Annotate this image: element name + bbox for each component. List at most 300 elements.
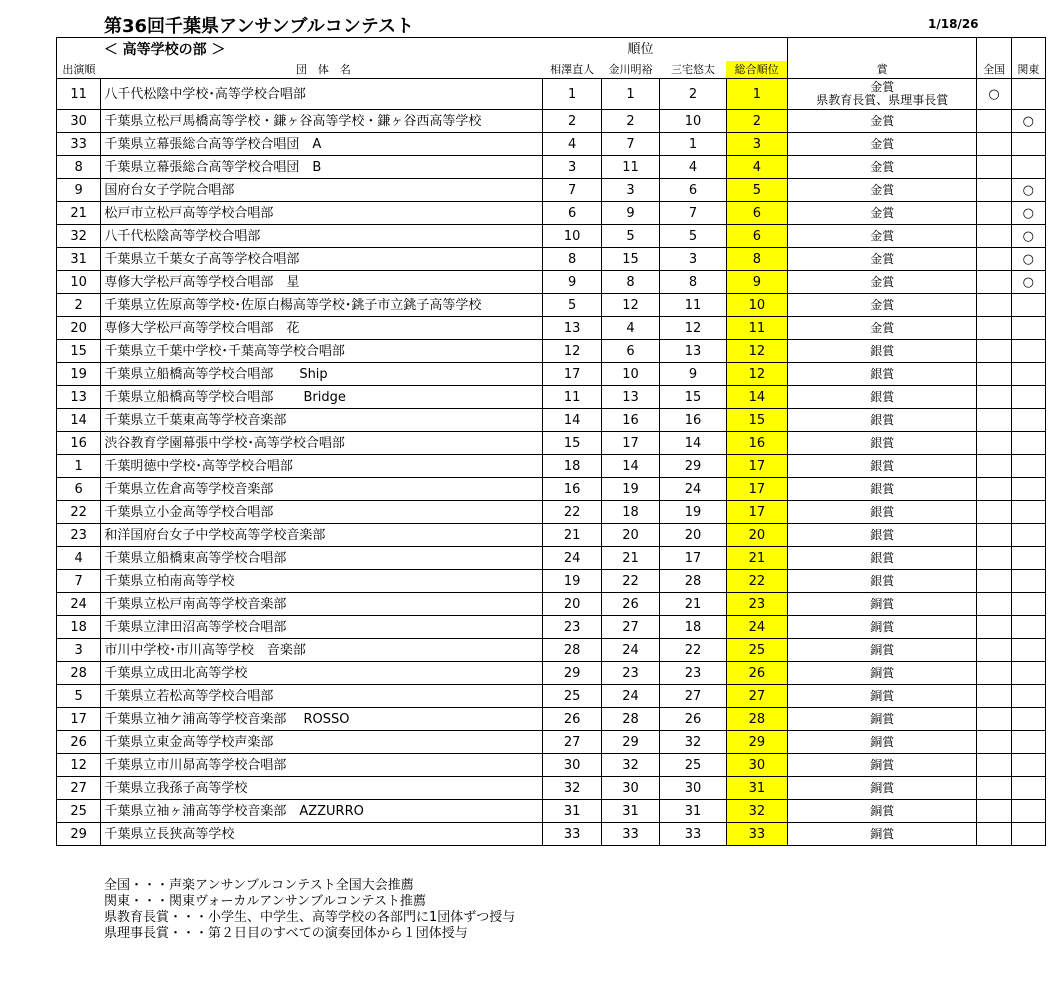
- rank-group-header: 順位: [601, 38, 659, 62]
- judge1-rank-cell: 25: [543, 685, 601, 708]
- order-cell: 26: [57, 731, 101, 754]
- table-row: [57, 202, 1046, 225]
- kanto-cell: [1011, 79, 1045, 110]
- table-row: [57, 271, 1046, 294]
- total-rank-cell: 9: [726, 271, 787, 294]
- order-cell: 22: [57, 501, 101, 524]
- judge1-rank-cell: 23: [543, 616, 601, 639]
- order-cell: 6: [57, 478, 101, 501]
- order-cell: 30: [57, 110, 101, 133]
- table-row: [57, 708, 1046, 731]
- kanto-cell: [1011, 294, 1045, 317]
- national-cell: [977, 685, 1011, 708]
- judge3-rank-cell: 5: [660, 225, 726, 248]
- national-cell: [977, 708, 1011, 731]
- total-rank-cell: 30: [726, 754, 787, 777]
- group-name-cell: 八千代松陰中学校･高等学校合唱部: [101, 79, 543, 110]
- order-cell: 15: [57, 340, 101, 363]
- judge1-rank-cell: 11: [543, 386, 601, 409]
- judge3-rank-cell: 2: [660, 79, 726, 110]
- prize-cell: 銅賞: [788, 754, 977, 777]
- total-rank-cell: 5: [726, 179, 787, 202]
- order-cell: 2: [57, 294, 101, 317]
- judge2-rank-cell: 31: [601, 800, 659, 823]
- judge3-rank-cell: 4: [660, 156, 726, 179]
- order-cell: 11: [57, 79, 101, 110]
- table-row: [57, 616, 1046, 639]
- kanto-cell: [1011, 524, 1045, 547]
- judge1-rank-cell: 4: [543, 133, 601, 156]
- total-header: 総合順位: [726, 61, 787, 79]
- prize-cell: 銅賞: [788, 731, 977, 754]
- judge2-rank-cell: 27: [601, 616, 659, 639]
- judge3-rank-cell: 32: [660, 731, 726, 754]
- judge1-rank-cell: 8: [543, 248, 601, 271]
- table-row: [57, 754, 1046, 777]
- judge2-rank-cell: 5: [601, 225, 659, 248]
- national-cell: [977, 432, 1011, 455]
- judge1-rank-cell: 33: [543, 823, 601, 846]
- judge1-rank-cell: 14: [543, 409, 601, 432]
- kanto-cell: [1011, 156, 1045, 179]
- judge3-rank-cell: 28: [660, 570, 726, 593]
- table-row: [57, 731, 1046, 754]
- order-cell: 25: [57, 800, 101, 823]
- national-cell: [977, 731, 1011, 754]
- judge1-rank-cell: 1: [543, 79, 601, 110]
- kanto-cell: ○: [1011, 248, 1045, 271]
- table-row: [57, 340, 1046, 363]
- table-row: [57, 317, 1046, 340]
- judge3-rank-cell: 23: [660, 662, 726, 685]
- order-cell: 33: [57, 133, 101, 156]
- judge3-rank-cell: 17: [660, 547, 726, 570]
- prize-cell: 金賞: [788, 225, 977, 248]
- national-cell: [977, 179, 1011, 202]
- kanto-cell: ○: [1011, 179, 1045, 202]
- order-cell: 29: [57, 823, 101, 846]
- national-cell: [977, 570, 1011, 593]
- table-row: [57, 800, 1046, 823]
- order-cell: 20: [57, 317, 101, 340]
- judge2-rank-cell: 24: [601, 639, 659, 662]
- kanto-cell: [1011, 363, 1045, 386]
- order-cell: 28: [57, 662, 101, 685]
- kanto-cell: [1011, 501, 1045, 524]
- judge1-rank-cell: 26: [543, 708, 601, 731]
- table-row: [57, 501, 1046, 524]
- judge2-rank-cell: 4: [601, 317, 659, 340]
- total-rank-cell: 17: [726, 501, 787, 524]
- kanto-cell: ○: [1011, 202, 1045, 225]
- kanto-cell: [1011, 593, 1045, 616]
- kanto-cell: [1011, 455, 1045, 478]
- total-rank-cell: 6: [726, 225, 787, 248]
- total-rank-cell: 24: [726, 616, 787, 639]
- order-cell: 21: [57, 202, 101, 225]
- group-name-cell: 千葉県立佐原高等学校･佐原白楊高等学校･銚子市立銚子高等学校: [101, 294, 543, 317]
- judge2-rank-cell: 7: [601, 133, 659, 156]
- total-rank-cell: 25: [726, 639, 787, 662]
- table-row: [57, 823, 1046, 846]
- kanto-cell: [1011, 777, 1045, 800]
- table-row: [57, 179, 1046, 202]
- prize-cell: 金賞: [788, 110, 977, 133]
- kanto-cell: [1011, 570, 1045, 593]
- kanto-header: 関東: [1011, 61, 1045, 79]
- prize-cell: 銀賞: [788, 340, 977, 363]
- judge3-rank-cell: 30: [660, 777, 726, 800]
- kanto-cell: [1011, 386, 1045, 409]
- total-rank-cell: 32: [726, 800, 787, 823]
- table-row: [57, 593, 1046, 616]
- order-cell: 5: [57, 685, 101, 708]
- table-row: [57, 110, 1046, 133]
- order-cell: 10: [57, 271, 101, 294]
- prize-cell: 銀賞: [788, 386, 977, 409]
- total-rank-cell: 4: [726, 156, 787, 179]
- national-cell: [977, 156, 1011, 179]
- order-cell: 12: [57, 754, 101, 777]
- header-row-1: [57, 38, 1046, 62]
- prize-cell: 銅賞: [788, 593, 977, 616]
- judge2-rank-cell: 22: [601, 570, 659, 593]
- judge1-rank-cell: 28: [543, 639, 601, 662]
- judge1-rank-cell: 22: [543, 501, 601, 524]
- national-cell: [977, 616, 1011, 639]
- prize-cell: 銀賞: [788, 409, 977, 432]
- judge3-rank-cell: 12: [660, 317, 726, 340]
- national-cell: [977, 340, 1011, 363]
- judge3-rank-cell: 11: [660, 294, 726, 317]
- judge2-rank-cell: 26: [601, 593, 659, 616]
- table-row: [57, 248, 1046, 271]
- kanto-cell: ○: [1011, 225, 1045, 248]
- national-cell: [977, 455, 1011, 478]
- date-label: 1/18/26: [928, 17, 979, 31]
- kanto-cell: ○: [1011, 110, 1045, 133]
- group-name-cell: 千葉県立長狭高等学校: [101, 823, 543, 846]
- judge2-rank-cell: 9: [601, 202, 659, 225]
- total-rank-cell: 3: [726, 133, 787, 156]
- judge2-header: 金川明裕: [601, 61, 659, 79]
- order-cell: 17: [57, 708, 101, 731]
- national-cell: [977, 593, 1011, 616]
- kanto-cell: [1011, 133, 1045, 156]
- judge1-rank-cell: 24: [543, 547, 601, 570]
- kanto-cell: [1011, 616, 1045, 639]
- total-rank-cell: 12: [726, 340, 787, 363]
- total-rank-cell: 31: [726, 777, 787, 800]
- total-rank-cell: 12: [726, 363, 787, 386]
- total-rank-cell: 17: [726, 478, 787, 501]
- table-row: [57, 156, 1046, 179]
- national-cell: [977, 777, 1011, 800]
- prize-cell: 金賞: [788, 156, 977, 179]
- total-rank-cell: 15: [726, 409, 787, 432]
- national-cell: [977, 662, 1011, 685]
- table-row: [57, 432, 1046, 455]
- judge1-rank-cell: 30: [543, 754, 601, 777]
- total-rank-cell: 26: [726, 662, 787, 685]
- group-name-cell: 国府台女子学院合唱部: [101, 179, 543, 202]
- group-name-cell: 千葉県立松戸南高等学校音楽部: [101, 593, 543, 616]
- judge2-rank-cell: 19: [601, 478, 659, 501]
- group-name-cell: 千葉県立我孫子高等学校: [101, 777, 543, 800]
- judge2-rank-cell: 33: [601, 823, 659, 846]
- table-row: [57, 685, 1046, 708]
- total-rank-cell: 11: [726, 317, 787, 340]
- group-name-cell: 千葉県立千葉中学校･千葉高等学校合唱部: [101, 340, 543, 363]
- prize-cell: 銀賞: [788, 363, 977, 386]
- judge3-rank-cell: 33: [660, 823, 726, 846]
- prize-cell: 銅賞: [788, 800, 977, 823]
- table-row: [57, 662, 1046, 685]
- group-name-cell: 千葉県立佐倉高等学校音楽部: [101, 478, 543, 501]
- judge2-rank-cell: 29: [601, 731, 659, 754]
- order-cell: 24: [57, 593, 101, 616]
- total-rank-cell: 28: [726, 708, 787, 731]
- group-name-cell: 千葉県立成田北高等学校: [101, 662, 543, 685]
- national-cell: [977, 317, 1011, 340]
- total-rank-cell: 1: [726, 79, 787, 110]
- judge2-rank-cell: 17: [601, 432, 659, 455]
- order-cell: 27: [57, 777, 101, 800]
- prize-cell: 銀賞: [788, 501, 977, 524]
- prize-cell: 金賞: [788, 202, 977, 225]
- order-header: 出演順: [57, 61, 101, 79]
- prize-cell: 金賞: [788, 248, 977, 271]
- total-rank-cell: 20: [726, 524, 787, 547]
- total-rank-cell: 6: [726, 202, 787, 225]
- prize-cell: 銀賞: [788, 547, 977, 570]
- prize-cell: 銅賞: [788, 823, 977, 846]
- judge2-rank-cell: 20: [601, 524, 659, 547]
- order-cell: 13: [57, 386, 101, 409]
- judge3-rank-cell: 22: [660, 639, 726, 662]
- kanto-cell: [1011, 754, 1045, 777]
- group-name-cell: 専修大学松戸高等学校合唱部 花: [101, 317, 543, 340]
- group-name-cell: 千葉県立船橋高等学校合唱部 Bridge: [101, 386, 543, 409]
- table-row: [57, 363, 1046, 386]
- order-cell: 4: [57, 547, 101, 570]
- judge2-rank-cell: 12: [601, 294, 659, 317]
- group-name-cell: 松戸市立松戸高等学校合唱部: [101, 202, 543, 225]
- judge3-rank-cell: 16: [660, 409, 726, 432]
- national-cell: [977, 524, 1011, 547]
- judge2-rank-cell: 8: [601, 271, 659, 294]
- judge2-rank-cell: 24: [601, 685, 659, 708]
- table-row: [57, 547, 1046, 570]
- national-cell: [977, 501, 1011, 524]
- judge3-rank-cell: 10: [660, 110, 726, 133]
- total-rank-cell: 16: [726, 432, 787, 455]
- judge1-rank-cell: 29: [543, 662, 601, 685]
- national-cell: [977, 800, 1011, 823]
- prize-cell: 銀賞: [788, 570, 977, 593]
- judge3-rank-cell: 1: [660, 133, 726, 156]
- prize-label: 金賞: [870, 80, 895, 94]
- group-name-cell: 専修大学松戸高等学校合唱部 星: [101, 271, 543, 294]
- judge2-rank-cell: 18: [601, 501, 659, 524]
- table-row: [57, 777, 1046, 800]
- table-row: [57, 225, 1046, 248]
- total-rank-cell: 27: [726, 685, 787, 708]
- judge3-rank-cell: 6: [660, 179, 726, 202]
- judge1-rank-cell: 17: [543, 363, 601, 386]
- judge3-rank-cell: 21: [660, 593, 726, 616]
- judge3-rank-cell: 14: [660, 432, 726, 455]
- order-cell: 19: [57, 363, 101, 386]
- prize-cell: 金賞: [788, 317, 977, 340]
- national-cell: [977, 202, 1011, 225]
- prize-cell: 銅賞: [788, 685, 977, 708]
- group-name-cell: 千葉県立東金高等学校声楽部: [101, 731, 543, 754]
- footnote: 県教育長賞・・・小学生、中学生、高等学校の各部門に1団体ずつ授与: [104, 910, 516, 925]
- judge3-rank-cell: 25: [660, 754, 726, 777]
- judge1-rank-cell: 12: [543, 340, 601, 363]
- judge2-rank-cell: 32: [601, 754, 659, 777]
- judge1-rank-cell: 16: [543, 478, 601, 501]
- group-name-cell: 渋谷教育学園幕張中学校･高等学校合唱部: [101, 432, 543, 455]
- kanto-cell: [1011, 478, 1045, 501]
- judge2-rank-cell: 16: [601, 409, 659, 432]
- special-prize-label: 県教育長賞、県理事長賞: [816, 93, 949, 107]
- national-cell: [977, 823, 1011, 846]
- order-cell: 18: [57, 616, 101, 639]
- group-name-cell: 千葉明徳中学校･高等学校合唱部: [101, 455, 543, 478]
- judge1-rank-cell: 21: [543, 524, 601, 547]
- judge2-rank-cell: 2: [601, 110, 659, 133]
- judge2-rank-cell: 13: [601, 386, 659, 409]
- total-rank-cell: 33: [726, 823, 787, 846]
- judge3-header: 三宅悠太: [660, 61, 726, 79]
- judge1-rank-cell: 31: [543, 800, 601, 823]
- judge3-rank-cell: 13: [660, 340, 726, 363]
- judge2-rank-cell: 15: [601, 248, 659, 271]
- total-rank-cell: 29: [726, 731, 787, 754]
- judge2-rank-cell: 28: [601, 708, 659, 731]
- national-cell: [977, 110, 1011, 133]
- total-rank-cell: 22: [726, 570, 787, 593]
- national-cell: [977, 639, 1011, 662]
- judge2-rank-cell: 23: [601, 662, 659, 685]
- group-name-cell: 千葉県立津田沼高等学校合唱部: [101, 616, 543, 639]
- national-cell: ○: [977, 79, 1011, 110]
- table-row: [57, 409, 1046, 432]
- judge2-rank-cell: 21: [601, 547, 659, 570]
- group-name-cell: 和洋国府台女子中学校高等学校音楽部: [101, 524, 543, 547]
- results-table: [56, 37, 1046, 846]
- order-cell: 23: [57, 524, 101, 547]
- national-cell: [977, 754, 1011, 777]
- national-header: 全国: [977, 61, 1011, 79]
- national-cell: [977, 409, 1011, 432]
- judge1-rank-cell: 5: [543, 294, 601, 317]
- total-rank-cell: 8: [726, 248, 787, 271]
- division-label: ＜ 高等学校の部 ＞: [101, 38, 543, 62]
- group-name-cell: 千葉県立若松高等学校合唱部: [101, 685, 543, 708]
- order-cell: 14: [57, 409, 101, 432]
- total-rank-cell: 10: [726, 294, 787, 317]
- order-cell: 1: [57, 455, 101, 478]
- judge2-rank-cell: 14: [601, 455, 659, 478]
- group-name-cell: 千葉県立松戸馬橋高等学校・鎌ヶ谷高等学校・鎌ヶ谷西高等学校: [101, 110, 543, 133]
- order-cell: 32: [57, 225, 101, 248]
- total-rank-cell: 2: [726, 110, 787, 133]
- table-row: [57, 294, 1046, 317]
- group-name-cell: 千葉県立小金高等学校合唱部: [101, 501, 543, 524]
- national-cell: [977, 225, 1011, 248]
- judge3-rank-cell: 20: [660, 524, 726, 547]
- judge1-rank-cell: 7: [543, 179, 601, 202]
- judge3-rank-cell: 15: [660, 386, 726, 409]
- judge3-rank-cell: 31: [660, 800, 726, 823]
- group-name-cell: 千葉県立船橋東高等学校合唱部: [101, 547, 543, 570]
- judge2-rank-cell: 30: [601, 777, 659, 800]
- footnote: 県理事長賞・・・第２日目のすべての演奏団体から１団体授与: [104, 926, 468, 941]
- group-name-cell: 千葉県立船橋高等学校合唱部 Ship: [101, 363, 543, 386]
- judge1-rank-cell: 32: [543, 777, 601, 800]
- group-name-cell: 千葉県立幕張総合高等学校合唱団 B: [101, 156, 543, 179]
- judge1-rank-cell: 13: [543, 317, 601, 340]
- national-cell: [977, 248, 1011, 271]
- judge1-rank-cell: 2: [543, 110, 601, 133]
- prize-cell: 銅賞: [788, 639, 977, 662]
- total-rank-cell: 14: [726, 386, 787, 409]
- order-cell: 8: [57, 156, 101, 179]
- judge3-rank-cell: 19: [660, 501, 726, 524]
- national-cell: [977, 547, 1011, 570]
- prize-cell: 金賞: [788, 294, 977, 317]
- judge1-header: 相澤直人: [543, 61, 601, 79]
- prize-cell: 銀賞: [788, 455, 977, 478]
- kanto-cell: [1011, 317, 1045, 340]
- footnotes: [104, 878, 515, 942]
- table-row: [57, 386, 1046, 409]
- footnote: 関東・・・関東ヴォーカルアンサンブルコンテスト推薦: [104, 894, 427, 909]
- table-row: [57, 478, 1046, 501]
- judge2-rank-cell: 10: [601, 363, 659, 386]
- kanto-cell: [1011, 823, 1045, 846]
- table-row: [57, 639, 1046, 662]
- judge2-rank-cell: 11: [601, 156, 659, 179]
- judge2-rank-cell: 1: [601, 79, 659, 110]
- order-cell: 16: [57, 432, 101, 455]
- national-cell: [977, 133, 1011, 156]
- prize-cell: 銀賞: [788, 432, 977, 455]
- judge3-rank-cell: 26: [660, 708, 726, 731]
- judge3-rank-cell: 29: [660, 455, 726, 478]
- page-title: 第36回千葉県アンサンブルコンテスト: [104, 16, 414, 37]
- judge1-rank-cell: 20: [543, 593, 601, 616]
- group-name-cell: 千葉県立袖ケ浦高等学校音楽部 ROSSO: [101, 708, 543, 731]
- prize-cell: 銅賞: [788, 662, 977, 685]
- order-cell: 31: [57, 248, 101, 271]
- kanto-cell: [1011, 432, 1045, 455]
- kanto-cell: [1011, 731, 1045, 754]
- judge1-rank-cell: 19: [543, 570, 601, 593]
- judge3-rank-cell: 9: [660, 363, 726, 386]
- judge1-rank-cell: 27: [543, 731, 601, 754]
- national-cell: [977, 478, 1011, 501]
- order-cell: 9: [57, 179, 101, 202]
- prize-cell: 銀賞: [788, 524, 977, 547]
- order-cell: 7: [57, 570, 101, 593]
- kanto-cell: [1011, 662, 1045, 685]
- name-header: 団 体 名: [101, 61, 543, 79]
- prize-cell: 金賞: [788, 133, 977, 156]
